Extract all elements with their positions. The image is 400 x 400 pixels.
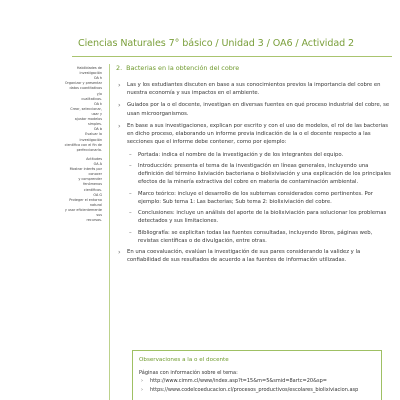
- sidebar-line: recursos.: [86, 218, 102, 223]
- sidebar-line: y usar eficientemente sus: [64, 207, 102, 218]
- sub-bullet-item: – Introducción: presenta el tema de la investigación en líneas generales, incluyendo una definición del término lixiviación bacteriana o biolixiviación y una explicación de los principales efectos de la minería extractiva del cobre en materia de contaminación ambiental.: [116, 162, 391, 187]
- column-divider: [109, 64, 110, 400]
- bullet-item: › En base a sus investigaciones, explican por escrito y con el uso de modelos, el rol de las bacterias en dicho proceso, elaborando un informe previa indicación de la o el docente respecto a las secciones que el informe debe contener, como por ejemplo:: [116, 122, 391, 147]
- sidebar-line: perfeccionarla.: [76, 147, 102, 152]
- page-header: [78, 38, 380, 49]
- section-title: Bacterias en la obtención del cobre: [126, 64, 240, 72]
- sidebar-code: OA G: [93, 192, 102, 197]
- sidebar-line: cualitativos.: [81, 96, 102, 101]
- bullet-item: › Guiados por la o el docente, investigan en diversas fuentes en qué proceso industrial del cobre, se usan microorganismos.: [116, 101, 391, 118]
- sidebar-line: Actitudes: [86, 156, 102, 161]
- sidebar-code: OA h: [93, 76, 102, 81]
- observations-title: Observaciones a la o el docente: [139, 357, 229, 363]
- sidebar-line: ajustar modelos simples.: [74, 117, 102, 127]
- bullet-item: › En una coevaluación, evalúan la investigación de sus pares considerando la validez y la confiabilidad de sus resultados de acuerdo a las fuentes de información utilizadas.: [116, 248, 391, 265]
- sidebar-line: Evaluar la investigación: [79, 132, 102, 142]
- sidebar-line: Mostrar interés por conocer: [69, 167, 102, 177]
- sidebar-objectives: [64, 66, 102, 227]
- sidebar-line: Crear, seleccionar, usar y: [70, 106, 102, 116]
- sidebar-line: y comprender fenómenos: [78, 177, 102, 187]
- sidebar-line: investigación: [79, 71, 102, 76]
- section-number: 2.: [116, 64, 123, 72]
- sidebar-line: Habilidades de: [76, 66, 102, 70]
- sub-bullet-item: – Bibliografía: se explicitan todas las fuentes consultadas, incluyendo libros, páginas web, revistas científicas o de divulgación, entre otras.: [116, 229, 391, 246]
- sidebar-code: OA k: [94, 101, 102, 106]
- section-heading: [116, 64, 391, 74]
- sub-bullet-item: – Conclusiones: incluye un análisis del aporte de la biolixiviación para solucionar los problemas detectados y sus limitaciones.: [116, 209, 391, 226]
- sidebar-line: Organizar y presentar: [64, 81, 102, 86]
- sidebar-code: OA A: [93, 161, 102, 166]
- sidebar-group-skills: [64, 66, 102, 153]
- sidebar-group-attitudes: [64, 157, 102, 223]
- bullet-item: › Las y los estudiantes discuten en base a sus conocimientos previos la importancia del cobre en nuestra economía y sus impactos en el ambiente.: [116, 81, 391, 98]
- resource-link[interactable]: › http://www.cimm.cl/www/index.asp?t=15&m=5&smid=8artc=20&sp=: [139, 377, 375, 386]
- sub-bullet-item: – Marco teórico: incluye el desarrollo de los subtemas considerados como pertinentes. Por ejemplo: Sub tema 1: Las bacterias; Sub tema 2: biolixiviación del cobre.: [116, 190, 391, 207]
- sidebar-line: datos cuantitativos y/o: [69, 86, 102, 96]
- header-divider: [72, 56, 392, 57]
- teacher-observations-box: [132, 350, 382, 400]
- sub-bullet-item: – Portada: indica el nombre de la investigación y de los integrantes del equipo.: [116, 151, 391, 159]
- sidebar-line: científica con el fin de: [64, 142, 102, 147]
- activity-content: [116, 64, 391, 269]
- sidebar-code: OA b: [93, 127, 102, 132]
- sidebar-line: científicos.: [83, 187, 102, 192]
- sidebar-line: Proteger el entorno natural: [69, 197, 102, 207]
- observations-intro: Páginas con información sobre el tema:: [139, 369, 238, 376]
- page-title: Ciencias Naturales 7° básico / Unidad 3 / OA6 / Actividad 2: [78, 38, 355, 49]
- resource-link[interactable]: › https://www.codelcoeducacion.cl/procesos_productivos/escolares_biolixiviacion.asp: [139, 386, 375, 395]
